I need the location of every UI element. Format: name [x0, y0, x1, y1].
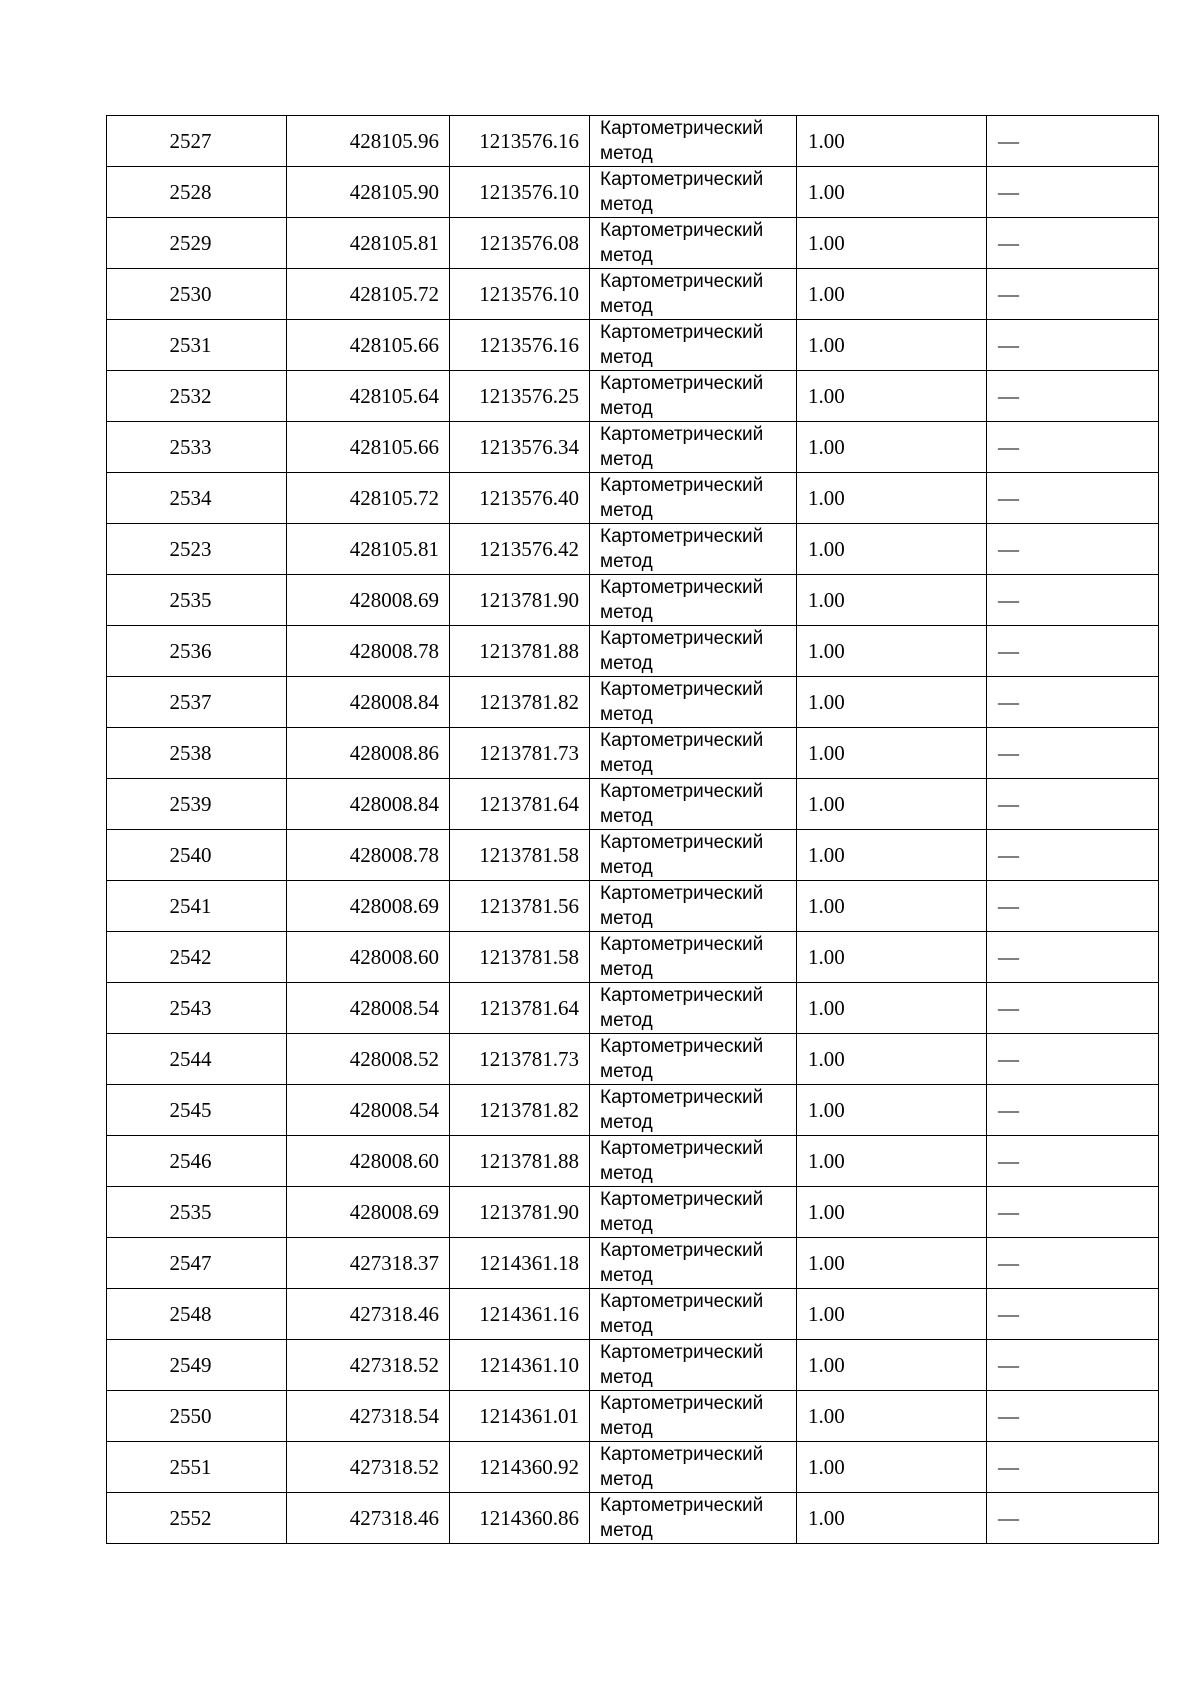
method-line-2: метод: [600, 908, 653, 929]
method-cell: [590, 626, 797, 677]
description-cell: —: [987, 881, 1159, 932]
method-cell: [590, 1238, 797, 1289]
accuracy-cell: 1.00: [797, 983, 987, 1034]
x-coordinate-cell: 428105.64: [287, 371, 450, 422]
table-row: [107, 269, 1159, 320]
method-cell: [590, 1034, 797, 1085]
description-cell: —: [987, 1238, 1159, 1289]
point-number-cell: 2529: [107, 218, 287, 269]
description-cell: —: [987, 116, 1159, 167]
method-line-1: Картометрический: [600, 475, 764, 496]
point-number-cell: 2538: [107, 728, 287, 779]
method-line-2: метод: [600, 1316, 653, 1337]
method-line-2: метод: [600, 194, 653, 215]
point-number-cell: 2549: [107, 1340, 287, 1391]
accuracy-cell: 1.00: [797, 1442, 987, 1493]
method-cell: [590, 218, 797, 269]
method-line-2: метод: [600, 551, 653, 572]
description-cell: —: [987, 1085, 1159, 1136]
point-number-cell: 2544: [107, 1034, 287, 1085]
description-cell: —: [987, 626, 1159, 677]
accuracy-cell: 1.00: [797, 1391, 987, 1442]
y-coordinate-cell: 1213576.25: [450, 371, 590, 422]
table-row: [107, 983, 1159, 1034]
method-cell: [590, 371, 797, 422]
x-coordinate-cell: 428008.60: [287, 932, 450, 983]
accuracy-cell: 1.00: [797, 626, 987, 677]
point-number-cell: 2539: [107, 779, 287, 830]
y-coordinate-cell: 1214360.86: [450, 1493, 590, 1544]
method-line-2: метод: [600, 857, 653, 878]
method-line-1: Картометрический: [600, 1444, 764, 1465]
y-coordinate-cell: 1213781.82: [450, 1085, 590, 1136]
method-cell: [590, 728, 797, 779]
point-number-cell: 2540: [107, 830, 287, 881]
x-coordinate-cell: 428008.84: [287, 677, 450, 728]
table-row: [107, 1493, 1159, 1544]
method-line-1: Картометрический: [600, 883, 764, 904]
table-row: [107, 473, 1159, 524]
description-cell: —: [987, 1340, 1159, 1391]
accuracy-cell: 1.00: [797, 881, 987, 932]
accuracy-cell: 1.00: [797, 371, 987, 422]
method-line-2: метод: [600, 1418, 653, 1439]
description-cell: —: [987, 167, 1159, 218]
y-coordinate-cell: 1214360.92: [450, 1442, 590, 1493]
x-coordinate-cell: 428008.86: [287, 728, 450, 779]
table-row: [107, 1187, 1159, 1238]
method-line-1: Картометрический: [600, 220, 764, 241]
method-line-1: Картометрический: [600, 679, 764, 700]
method-line-1: Картометрический: [600, 1291, 764, 1312]
x-coordinate-cell: 428008.69: [287, 575, 450, 626]
method-line-2: метод: [600, 143, 653, 164]
table-row: [107, 1238, 1159, 1289]
method-line-1: Картометрический: [600, 1036, 764, 1057]
x-coordinate-cell: 428008.78: [287, 626, 450, 677]
table-row: [107, 524, 1159, 575]
y-coordinate-cell: 1214361.16: [450, 1289, 590, 1340]
method-cell: [590, 1136, 797, 1187]
accuracy-cell: 1.00: [797, 575, 987, 626]
x-coordinate-cell: 427318.52: [287, 1340, 450, 1391]
accuracy-cell: 1.00: [797, 422, 987, 473]
description-cell: —: [987, 473, 1159, 524]
method-cell: [590, 1493, 797, 1544]
point-number-cell: 2535: [107, 575, 287, 626]
point-number-cell: 2541: [107, 881, 287, 932]
y-coordinate-cell: 1213781.88: [450, 1136, 590, 1187]
method-cell: [590, 422, 797, 473]
accuracy-cell: 1.00: [797, 116, 987, 167]
point-number-cell: 2530: [107, 269, 287, 320]
x-coordinate-cell: 428105.81: [287, 218, 450, 269]
coordinates-table: [106, 115, 1159, 1544]
y-coordinate-cell: 1214361.10: [450, 1340, 590, 1391]
method-cell: [590, 320, 797, 371]
method-line-1: Картометрический: [600, 322, 764, 343]
x-coordinate-cell: 428105.72: [287, 269, 450, 320]
method-cell: [590, 830, 797, 881]
table-row: [107, 167, 1159, 218]
table-row: [107, 1136, 1159, 1187]
method-line-1: Картометрический: [600, 1342, 764, 1363]
point-number-cell: 2548: [107, 1289, 287, 1340]
y-coordinate-cell: 1213576.16: [450, 320, 590, 371]
y-coordinate-cell: 1213576.10: [450, 269, 590, 320]
x-coordinate-cell: 428008.84: [287, 779, 450, 830]
description-cell: —: [987, 830, 1159, 881]
method-cell: [590, 677, 797, 728]
point-number-cell: 2532: [107, 371, 287, 422]
method-line-1: Картометрический: [600, 934, 764, 955]
table-row: [107, 1289, 1159, 1340]
point-number-cell: 2531: [107, 320, 287, 371]
method-line-1: Картометрический: [600, 271, 764, 292]
description-cell: —: [987, 1136, 1159, 1187]
point-number-cell: 2537: [107, 677, 287, 728]
description-cell: —: [987, 728, 1159, 779]
x-coordinate-cell: 428105.66: [287, 320, 450, 371]
x-coordinate-cell: 428008.54: [287, 983, 450, 1034]
accuracy-cell: 1.00: [797, 1238, 987, 1289]
x-coordinate-cell: 428105.96: [287, 116, 450, 167]
method-line-2: метод: [600, 296, 653, 317]
method-line-2: метод: [600, 1163, 653, 1184]
x-coordinate-cell: 427318.46: [287, 1289, 450, 1340]
description-cell: —: [987, 1034, 1159, 1085]
method-cell: [590, 473, 797, 524]
accuracy-cell: 1.00: [797, 932, 987, 983]
x-coordinate-cell: 427318.46: [287, 1493, 450, 1544]
point-number-cell: 2534: [107, 473, 287, 524]
x-coordinate-cell: 427318.54: [287, 1391, 450, 1442]
table-row: [107, 1442, 1159, 1493]
x-coordinate-cell: 428008.78: [287, 830, 450, 881]
x-coordinate-cell: 428008.69: [287, 1187, 450, 1238]
accuracy-cell: 1.00: [797, 320, 987, 371]
accuracy-cell: 1.00: [797, 1340, 987, 1391]
accuracy-cell: 1.00: [797, 677, 987, 728]
accuracy-cell: 1.00: [797, 218, 987, 269]
method-line-2: метод: [600, 755, 653, 776]
y-coordinate-cell: 1213781.88: [450, 626, 590, 677]
method-line-1: Картометрический: [600, 424, 764, 445]
method-cell: [590, 1085, 797, 1136]
method-line-1: Картометрический: [600, 577, 764, 598]
accuracy-cell: 1.00: [797, 779, 987, 830]
method-line-2: метод: [600, 245, 653, 266]
table-row: [107, 1085, 1159, 1136]
y-coordinate-cell: 1213576.40: [450, 473, 590, 524]
method-line-1: Картометрический: [600, 1138, 764, 1159]
method-line-2: метод: [600, 1469, 653, 1490]
method-line-1: Картометрический: [600, 730, 764, 751]
table-row: [107, 116, 1159, 167]
x-coordinate-cell: 428008.54: [287, 1085, 450, 1136]
table-row: [107, 371, 1159, 422]
point-number-cell: 2546: [107, 1136, 287, 1187]
table-row: [107, 881, 1159, 932]
accuracy-cell: 1.00: [797, 830, 987, 881]
point-number-cell: 2547: [107, 1238, 287, 1289]
y-coordinate-cell: 1213576.08: [450, 218, 590, 269]
y-coordinate-cell: 1213576.16: [450, 116, 590, 167]
method-cell: [590, 1289, 797, 1340]
accuracy-cell: 1.00: [797, 1289, 987, 1340]
point-number-cell: 2545: [107, 1085, 287, 1136]
table-row: [107, 320, 1159, 371]
method-cell: [590, 881, 797, 932]
table-row: [107, 677, 1159, 728]
table-row: [107, 575, 1159, 626]
method-line-1: Картометрический: [600, 1240, 764, 1261]
y-coordinate-cell: 1213781.82: [450, 677, 590, 728]
description-cell: —: [987, 1289, 1159, 1340]
y-coordinate-cell: 1213576.42: [450, 524, 590, 575]
method-cell: [590, 524, 797, 575]
method-cell: [590, 1187, 797, 1238]
method-line-2: метод: [600, 806, 653, 827]
accuracy-cell: 1.00: [797, 728, 987, 779]
point-number-cell: 2536: [107, 626, 287, 677]
table-row: [107, 626, 1159, 677]
y-coordinate-cell: 1213781.58: [450, 830, 590, 881]
description-cell: —: [987, 1391, 1159, 1442]
y-coordinate-cell: 1213576.34: [450, 422, 590, 473]
method-cell: [590, 1391, 797, 1442]
description-cell: —: [987, 218, 1159, 269]
x-coordinate-cell: 428008.69: [287, 881, 450, 932]
description-cell: —: [987, 677, 1159, 728]
method-line-2: метод: [600, 704, 653, 725]
point-number-cell: 2535: [107, 1187, 287, 1238]
method-cell: [590, 779, 797, 830]
description-cell: —: [987, 320, 1159, 371]
y-coordinate-cell: 1213781.73: [450, 1034, 590, 1085]
description-cell: —: [987, 269, 1159, 320]
accuracy-cell: 1.00: [797, 473, 987, 524]
method-cell: [590, 575, 797, 626]
method-line-2: метод: [600, 398, 653, 419]
method-cell: [590, 116, 797, 167]
point-number-cell: 2550: [107, 1391, 287, 1442]
method-line-1: Картометрический: [600, 628, 764, 649]
point-number-cell: 2533: [107, 422, 287, 473]
method-line-2: метод: [600, 1010, 653, 1031]
method-cell: [590, 167, 797, 218]
method-line-2: метод: [600, 500, 653, 521]
x-coordinate-cell: 428105.72: [287, 473, 450, 524]
method-line-1: Картометрический: [600, 1393, 764, 1414]
table-row: [107, 422, 1159, 473]
method-line-1: Картометрический: [600, 169, 764, 190]
method-line-2: метод: [600, 1520, 653, 1541]
description-cell: —: [987, 1493, 1159, 1544]
y-coordinate-cell: 1213781.73: [450, 728, 590, 779]
point-number-cell: 2528: [107, 167, 287, 218]
description-cell: —: [987, 983, 1159, 1034]
accuracy-cell: 1.00: [797, 1085, 987, 1136]
method-line-1: Картометрический: [600, 526, 764, 547]
x-coordinate-cell: 428105.81: [287, 524, 450, 575]
accuracy-cell: 1.00: [797, 269, 987, 320]
description-cell: —: [987, 422, 1159, 473]
accuracy-cell: 1.00: [797, 524, 987, 575]
table-row: [107, 1034, 1159, 1085]
method-line-1: Картометрический: [600, 1495, 764, 1516]
accuracy-cell: 1.00: [797, 1187, 987, 1238]
table-row: [107, 1391, 1159, 1442]
table-row: [107, 932, 1159, 983]
method-cell: [590, 983, 797, 1034]
method-line-1: Картометрический: [600, 832, 764, 853]
method-line-1: Картометрический: [600, 1087, 764, 1108]
coordinates-table-body: [107, 116, 1159, 1544]
point-number-cell: 2523: [107, 524, 287, 575]
x-coordinate-cell: 428105.66: [287, 422, 450, 473]
table-row: [107, 728, 1159, 779]
description-cell: —: [987, 1187, 1159, 1238]
point-number-cell: 2551: [107, 1442, 287, 1493]
accuracy-cell: 1.00: [797, 1493, 987, 1544]
table-row: [107, 218, 1159, 269]
y-coordinate-cell: 1214361.18: [450, 1238, 590, 1289]
y-coordinate-cell: 1213781.64: [450, 983, 590, 1034]
y-coordinate-cell: 1213781.90: [450, 1187, 590, 1238]
y-coordinate-cell: 1213781.90: [450, 575, 590, 626]
point-number-cell: 2542: [107, 932, 287, 983]
method-line-2: метод: [600, 1214, 653, 1235]
method-cell: [590, 1340, 797, 1391]
x-coordinate-cell: 427318.52: [287, 1442, 450, 1493]
method-line-2: метод: [600, 653, 653, 674]
point-number-cell: 2543: [107, 983, 287, 1034]
method-cell: [590, 1442, 797, 1493]
description-cell: —: [987, 779, 1159, 830]
method-cell: [590, 269, 797, 320]
method-line-1: Картометрический: [600, 1189, 764, 1210]
description-cell: —: [987, 371, 1159, 422]
accuracy-cell: 1.00: [797, 1136, 987, 1187]
description-cell: —: [987, 575, 1159, 626]
accuracy-cell: 1.00: [797, 1034, 987, 1085]
method-line-2: метод: [600, 602, 653, 623]
method-line-2: метод: [600, 347, 653, 368]
method-line-1: Картометрический: [600, 781, 764, 802]
method-cell: [590, 932, 797, 983]
x-coordinate-cell: 427318.37: [287, 1238, 450, 1289]
method-line-1: Картометрический: [600, 985, 764, 1006]
y-coordinate-cell: 1213781.64: [450, 779, 590, 830]
y-coordinate-cell: 1214361.01: [450, 1391, 590, 1442]
y-coordinate-cell: 1213781.56: [450, 881, 590, 932]
table-row: [107, 779, 1159, 830]
x-coordinate-cell: 428105.90: [287, 167, 450, 218]
description-cell: —: [987, 1442, 1159, 1493]
y-coordinate-cell: 1213576.10: [450, 167, 590, 218]
point-number-cell: 2527: [107, 116, 287, 167]
table-row: [107, 830, 1159, 881]
description-cell: —: [987, 932, 1159, 983]
y-coordinate-cell: 1213781.58: [450, 932, 590, 983]
point-number-cell: 2552: [107, 1493, 287, 1544]
method-line-2: метод: [600, 1112, 653, 1133]
description-cell: —: [987, 524, 1159, 575]
method-line-2: метод: [600, 449, 653, 470]
method-line-2: метод: [600, 1265, 653, 1286]
method-line-2: метод: [600, 1061, 653, 1082]
method-line-2: метод: [600, 1367, 653, 1388]
method-line-1: Картометрический: [600, 118, 764, 139]
x-coordinate-cell: 428008.52: [287, 1034, 450, 1085]
table-row: [107, 1340, 1159, 1391]
accuracy-cell: 1.00: [797, 167, 987, 218]
x-coordinate-cell: 428008.60: [287, 1136, 450, 1187]
method-line-1: Картометрический: [600, 373, 764, 394]
method-line-2: метод: [600, 959, 653, 980]
